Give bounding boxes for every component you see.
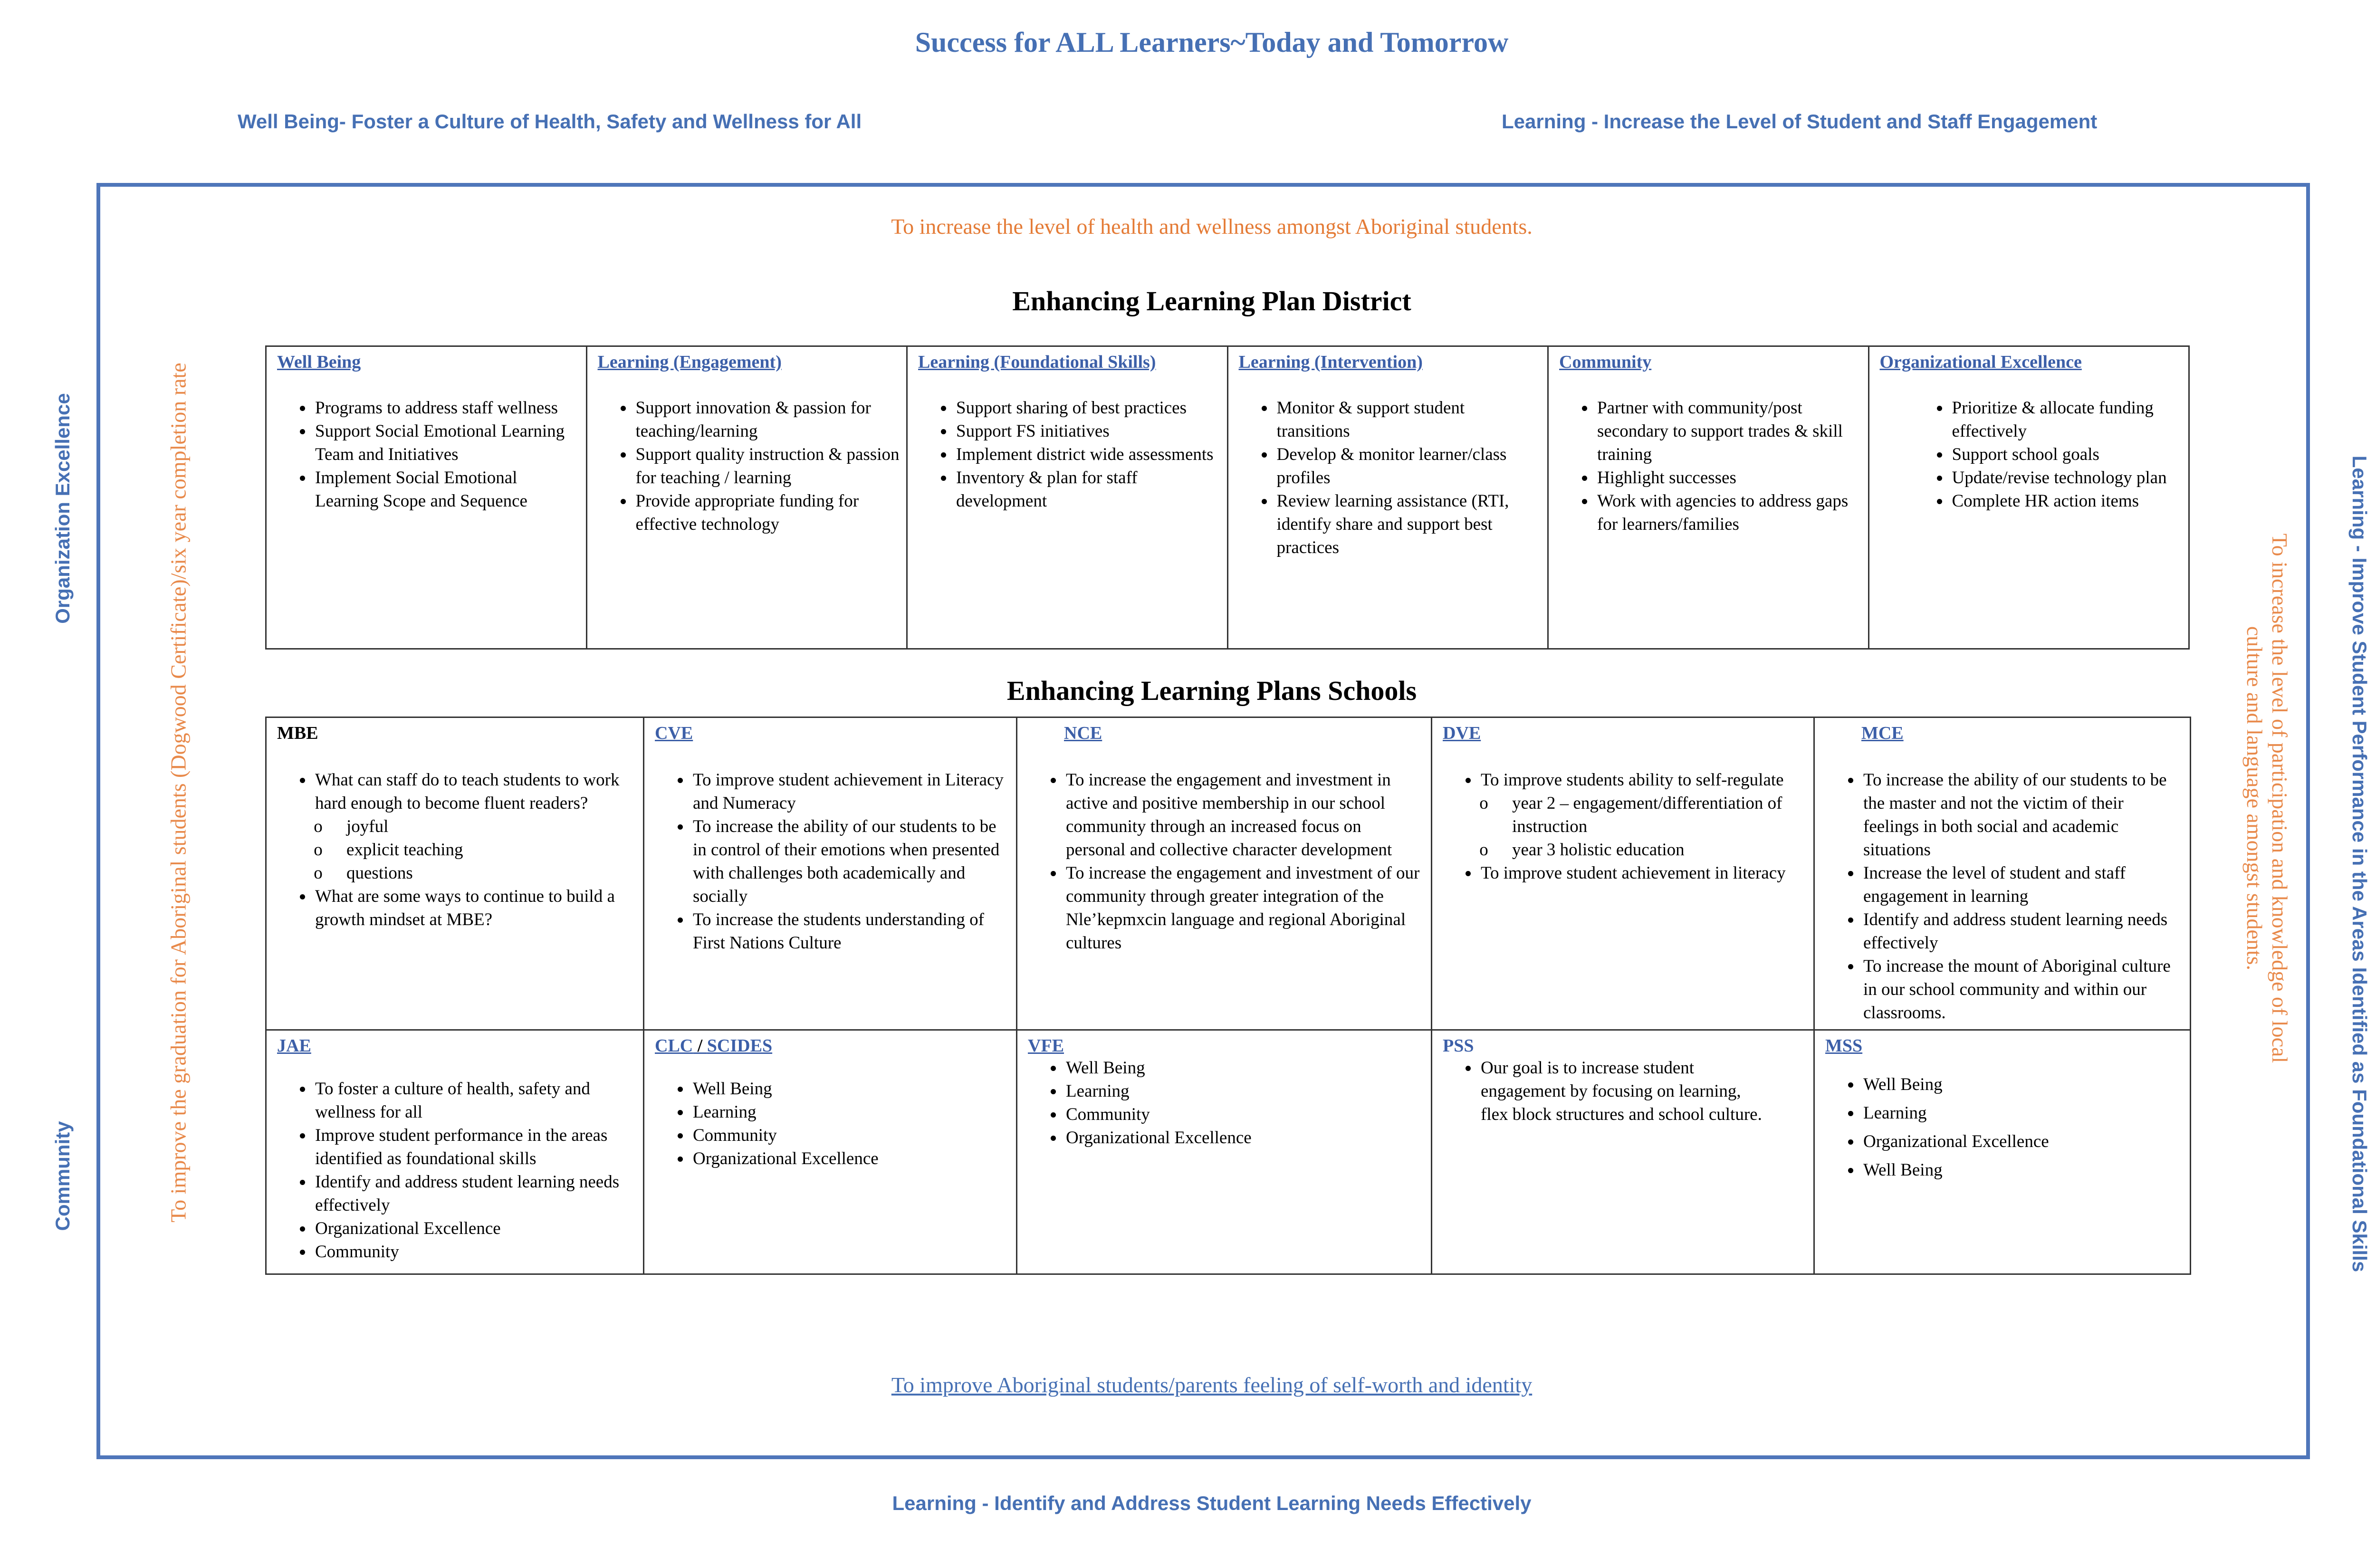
district-col-intervention <box>1227 346 1548 649</box>
school-cell-jae <box>266 1030 644 1274</box>
goal-learning-needs: Learning - Identify and Address Student Learning Needs Effectively <box>892 1492 1532 1514</box>
district-col-community <box>1548 346 1869 649</box>
list-item: o joyful <box>345 815 636 838</box>
school-cell-pss <box>1432 1030 1814 1274</box>
list-item: • To improve student achievement in Literacy and Numeracy <box>691 768 1009 815</box>
list-item: • Learning <box>691 1100 1009 1124</box>
goal-wellbeing: Well Being- Foster a Culture of Health, Safety and Wellness for All <box>238 110 862 133</box>
page-title: Success for ALL Learners~Today and Tomorrow <box>915 27 1509 58</box>
school-heading-pss: PSS <box>1443 1036 1474 1056</box>
list-item: • What are some ways to continue to build a growth mindset at MBE? <box>313 885 636 931</box>
list-item: • Support innovation & passion for teaching/learning <box>634 396 900 443</box>
school-cell-mss <box>1814 1030 2191 1274</box>
list-item: • To increase the ability of our students to be in control of their emotions when presented with challenges both academically and socially <box>691 815 1009 908</box>
list-item: • Community <box>691 1124 1009 1147</box>
district-col-foundational <box>907 346 1228 649</box>
list-item: • To increase the ability of our students to be the master and not the victim of their feelings in both social and academic situations <box>1861 768 2183 861</box>
district-col-wellbeing <box>266 346 587 649</box>
list-item: • Develop & monitor learner/class profiles <box>1275 443 1541 489</box>
list-item: • Support quality instruction & passion for teaching / learning <box>634 443 900 489</box>
list-item: • Implement district wide assessments <box>954 443 1220 466</box>
school-heading-scides[interactable]: SCIDES <box>707 1036 773 1056</box>
district-heading-engagement[interactable]: Learning (Engagement) <box>597 352 782 372</box>
list-item: • Provide appropriate funding for effective technology <box>634 489 900 536</box>
list-item: • Update/revise technology plan <box>1950 466 2182 489</box>
list-item: • Well Being <box>1861 1071 2183 1099</box>
school-cell-dve <box>1432 717 1814 1030</box>
school-cell-nce <box>1017 717 1432 1030</box>
list-item: • Organizational Excellence <box>1861 1128 2183 1156</box>
school-heading-mce[interactable]: MCE <box>1861 723 1904 743</box>
schools-plan-table <box>265 717 2191 1275</box>
school-cell-clc-scides <box>644 1030 1017 1274</box>
list-item: • Support sharing of best practices <box>954 396 1220 420</box>
list-item: • Well Being <box>691 1077 1009 1100</box>
list-item: • Learning <box>1861 1099 2183 1128</box>
list-item: o questions <box>345 861 636 885</box>
goal-org-excellence: Organization Excellence <box>51 393 74 624</box>
school-heading-vfe[interactable]: VFE <box>1028 1036 1064 1056</box>
district-heading-org-excellence[interactable]: Organizational Excellence <box>1879 352 2082 372</box>
district-heading-wellbeing[interactable]: Well Being <box>277 352 361 372</box>
list-item: • Support Social Emotional Learning Team and Initiatives <box>313 420 579 466</box>
list-item: • Learning <box>1064 1080 1424 1103</box>
school-cell-mbe <box>266 717 644 1030</box>
list-item: • Well Being <box>1861 1156 2183 1185</box>
district-heading-foundational[interactable]: Learning (Foundational Skills) <box>918 352 1156 372</box>
dve-item-1: To improve students ability to self-regulate <box>1481 770 1784 790</box>
list-item: • To increase the engagement and investment in active and positive membership in our school community through an increased focus on personal and collective character development <box>1064 768 1424 861</box>
aboriginal-graduation-goal: To improve the graduation for Aboriginal students (Dogwood Certificate)/six year completion rate <box>166 363 191 1223</box>
list-item: • To foster a culture of health, safety and wellness for all <box>313 1077 636 1124</box>
school-heading-mss[interactable]: MSS <box>1825 1036 1863 1056</box>
list-item <box>313 768 636 885</box>
schools-plan-title: Enhancing Learning Plans Schools <box>1006 675 1417 706</box>
goal-foundational: Learning - Improve Student Performance in the Areas Identified as Foundational Skills <box>2348 455 2371 1272</box>
aboriginal-culture-goal <box>2242 534 2292 1063</box>
district-plan-title: Enhancing Learning Plan District <box>1012 286 1411 316</box>
culture-goal-line-2: culture and language amongst students. <box>2242 626 2267 971</box>
mbe-question-1: What can staff do to teach students to work hard enough to become fluent readers? <box>315 770 620 813</box>
district-plan-table <box>265 345 2190 650</box>
list-item: • Monitor & support student transitions <box>1275 396 1541 443</box>
list-item: • Community <box>1064 1103 1424 1126</box>
school-cell-vfe <box>1017 1030 1432 1274</box>
list-item: • Organizational Excellence <box>313 1217 636 1240</box>
list-item: • Support school goals <box>1950 443 2182 466</box>
list-item: • Our goal is to increase student engagement by focusing on learning, flex block structures and school culture. <box>1479 1056 1771 1126</box>
list-item: • To improve student achievement in literacy <box>1479 861 1807 885</box>
list-item <box>1479 768 1807 861</box>
district-col-engagement <box>586 346 907 649</box>
list-item: • Prioritize & allocate funding effectively <box>1950 396 2182 443</box>
list-item: • Implement Social Emotional Learning Scope and Sequence <box>313 466 579 513</box>
school-heading-nce[interactable]: NCE <box>1064 723 1102 743</box>
list-item: • Complete HR action items <box>1950 489 2182 513</box>
list-item: • Review learning assistance (RTI, identify share and support best practices <box>1275 489 1541 559</box>
school-heading-dve[interactable]: DVE <box>1443 723 1481 743</box>
goal-community: Community <box>51 1121 74 1231</box>
list-item: • Support FS initiatives <box>954 420 1220 443</box>
goal-engagement: Learning - Increase the Level of Student and Staff Engagement <box>1502 110 2098 133</box>
aboriginal-health-goal: To increase the level of health and wellness amongst Aboriginal students. <box>891 214 1533 239</box>
list-item: • Partner with community/post secondary to support trades & skill training <box>1595 396 1861 466</box>
list-item: • Improve student performance in the areas identified as foundational skills <box>313 1124 636 1170</box>
district-col-org-excellence <box>1868 346 2189 649</box>
list-item: o year 2 – engagement/differentiation of instruction <box>1510 792 1807 838</box>
school-cell-cve <box>644 717 1017 1030</box>
list-item: • Organizational Excellence <box>691 1147 1009 1170</box>
school-heading-jae[interactable]: JAE <box>277 1036 311 1056</box>
school-heading-clc[interactable]: CLC <box>655 1036 693 1056</box>
list-item: • Work with agencies to address gaps for learners/families <box>1595 489 1861 536</box>
list-item: • Organizational Excellence <box>1064 1126 1424 1149</box>
school-heading-cve[interactable]: CVE <box>655 723 693 743</box>
list-item: • Identify and address student learning needs effectively <box>313 1170 636 1217</box>
aboriginal-self-worth-goal[interactable]: To improve Aboriginal students/parents feeling of self-worth and identity <box>891 1373 1533 1397</box>
list-item: • Well Being <box>1064 1056 1424 1080</box>
list-item: • To increase the engagement and investment of our community through greater integration of the Nle’kepmxcin language and regional Aboriginal cultures <box>1064 861 1424 955</box>
list-item: o explicit teaching <box>345 838 636 861</box>
list-item: • Programs to address staff wellness <box>313 396 579 420</box>
school-heading-mbe: MBE <box>277 723 318 743</box>
list-item: • To increase the students understanding of First Nations Culture <box>691 908 1009 955</box>
list-item: • Inventory & plan for staff development <box>954 466 1220 513</box>
culture-goal-line-1: To increase the level of participation and knowledge of local <box>2267 533 2292 1063</box>
district-heading-community[interactable]: Community <box>1559 352 1652 372</box>
list-item: • To increase the mount of Aboriginal culture in our school community and within our classrooms. <box>1861 955 2183 1024</box>
school-cell-mce <box>1814 717 2191 1030</box>
list-item: • Community <box>313 1240 636 1263</box>
list-item: • Increase the level of student and staff engagement in learning <box>1861 861 2183 908</box>
list-item: o year 3 holistic education <box>1510 838 1807 861</box>
list-item: • Identify and address student learning needs effectively <box>1861 908 2183 955</box>
school-heading-clc-scides <box>644 1031 1016 1056</box>
district-heading-intervention[interactable]: Learning (Intervention) <box>1238 352 1423 372</box>
list-item: • Highlight successes <box>1595 466 1861 489</box>
heading-separator: / <box>693 1036 707 1056</box>
